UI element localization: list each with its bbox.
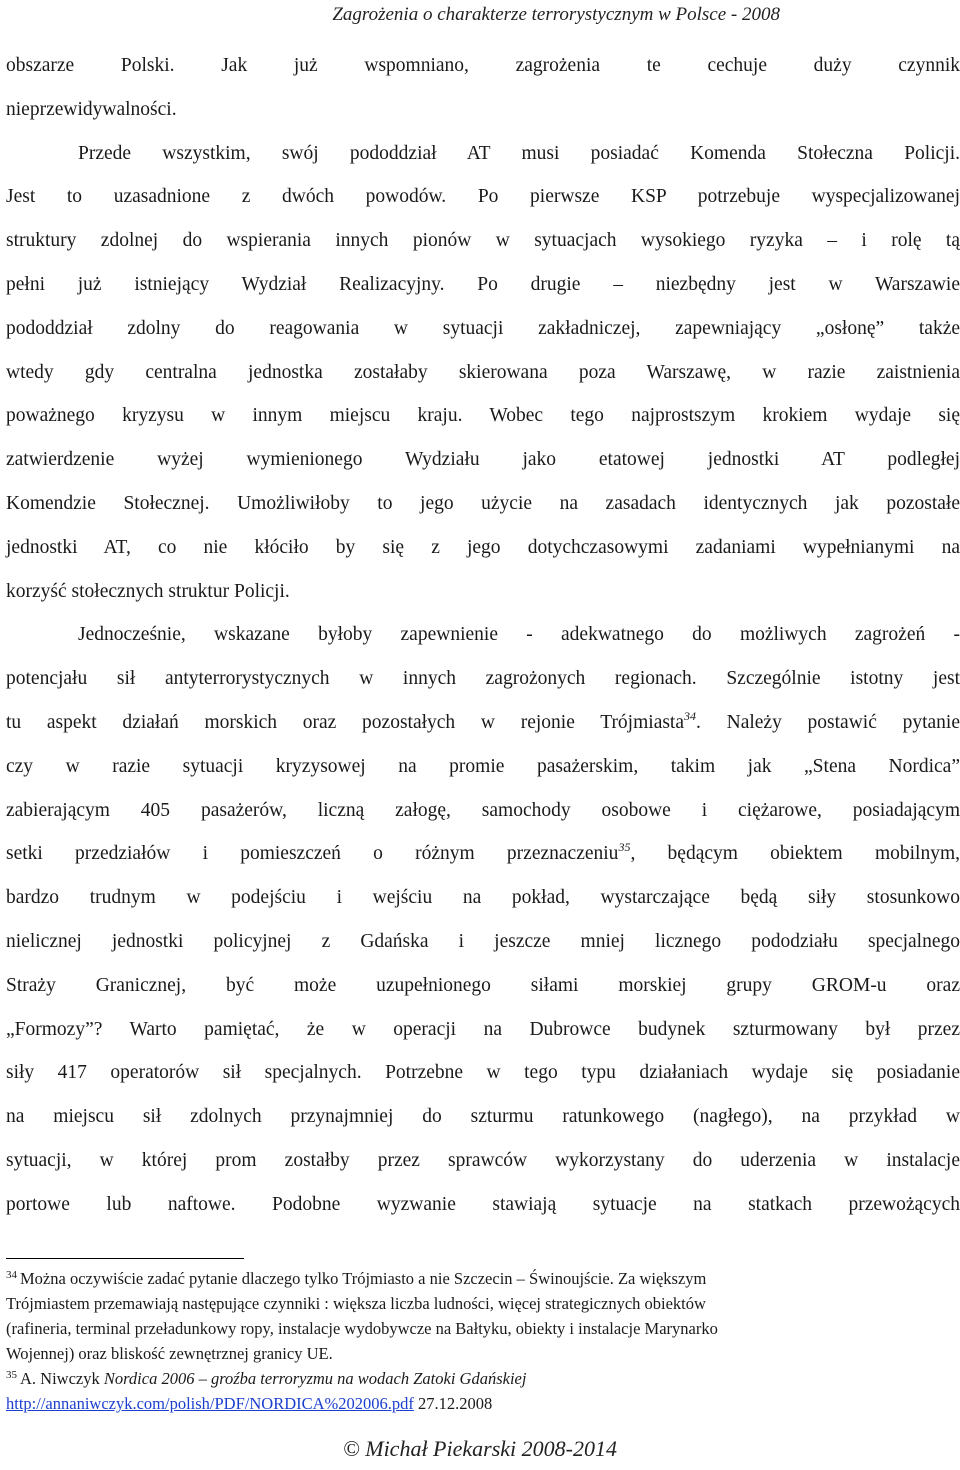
footnote-ref-34[interactable]: 34 bbox=[684, 708, 697, 723]
page-footer: © Michał Piekarski 2008-2014 bbox=[343, 1436, 617, 1461]
text-line: struktury zdolnej do wspierania innych pionów w sytuacjach wysokiego ryzyka – i rolę tą bbox=[6, 230, 960, 252]
text-line: pododdział zdolny do reagowania w sytuacji zakładniczej, zapewniający „osłonę” także bbox=[6, 317, 960, 339]
text-line: Komendzie Stołecznej. Umożliwiłoby to jego użycie na zasadach identycznych jak pozostałe bbox=[6, 492, 960, 514]
text-line: na miejscu sił zdolnych przynajmniej do szturmu ratunkowego (nagłego), na przykład w bbox=[6, 1106, 960, 1128]
text-line: Jest to uzasadnione z dwóch powodów. Po pierwsze KSP potrzebuje wyspecjalizowanej bbox=[6, 186, 960, 208]
text-segment: tu aspekt działań morskich oraz pozostałych w rejonie Trójmiasta bbox=[6, 711, 685, 733]
footnote-link[interactable]: http://annaniwczyk.com/polish/PDF/NORDICA%202006.pdf bbox=[6, 1394, 414, 1413]
text-line: zatwierdzenie wyżej wymienionego Wydziału jako etatowej jednostki AT podległej bbox=[6, 449, 960, 471]
footnote-title: Nordica 2006 – groźba terroryzmu na wodach Zatoki Gdańskiej bbox=[103, 1369, 527, 1388]
footnote-line: Trójmiastem przemawiają następujące czynniki : większa liczba ludności, więcej strategicznych obiektów bbox=[6, 1294, 706, 1313]
text-line: „Formozy”? Warto pamiętać, że w operacji na Dubrowce budynek szturmowany był przez bbox=[6, 1018, 960, 1040]
footnote-line bbox=[6, 1266, 936, 1291]
text-line: korzyść stołecznych struktur Policji. bbox=[6, 580, 290, 602]
paragraph-1 bbox=[6, 44, 960, 132]
footnotes bbox=[6, 1266, 936, 1416]
page-header: Zagrożenia o charakterze terrorystycznym w Polsce - 2008 bbox=[332, 4, 780, 25]
text-line: sytuacji, w której prom zostałby przez sprawców wykorzystany do uderzenia w instalacje bbox=[6, 1149, 960, 1171]
text-line: siły 417 operatorów sił specjalnych. Potrzebne w tego typu działaniach wydaje się posiadanie bbox=[6, 1062, 960, 1084]
text-line: nielicznej jednostki policyjnej z Gdańska i jeszcze mniej licznego pododziału specjalnego bbox=[6, 930, 960, 952]
footnote-text: Można oczywiście zadać pytanie dlaczego tylko Trójmiasto a nie Szczecin – Świnoujście. Za większym bbox=[20, 1269, 707, 1288]
text-line: pełni już istniejący Wydział Realizacyjny. Po drugie – niezbędny jest w Warszawie bbox=[6, 273, 960, 295]
footnote-35 bbox=[6, 1366, 936, 1416]
footnote-ref-35[interactable]: 35 bbox=[618, 840, 631, 855]
text-segment: setki przedziałów i pomieszczeń o różnym przeznaczeniu bbox=[6, 843, 619, 865]
text-line bbox=[6, 701, 960, 745]
text-line: jednostki AT, co nie kłóciło by się z jego dotychczasowymi zadaniami wypełnianymi na bbox=[6, 536, 960, 558]
footnote-author: A. Niwczyk bbox=[20, 1369, 100, 1388]
footnote-number: 34 bbox=[6, 1269, 17, 1281]
paragraph-2 bbox=[6, 132, 960, 614]
text-line: zabierającym 405 pasażerów, liczną załogę, samochody osobowe i ciężarowe, posiadającym bbox=[6, 799, 960, 821]
text-line: portowe lub naftowe. Podobne wyzwanie stawiają sytuacje na statkach przewożących bbox=[6, 1193, 960, 1215]
footnote-line: (rafineria, terminal przeładunkowy ropy, instalacje wydobywcze na Bałtyku, obiekty i instalacje Marynarko bbox=[6, 1319, 718, 1338]
text-segment: . Należy postawić pytanie bbox=[696, 711, 960, 733]
text-line: Straży Granicznej, być może uzupełnionego siłami morskiej grupy GROM-u oraz bbox=[6, 974, 960, 996]
text-segment: , będącym obiektem mobilnym, bbox=[630, 843, 960, 865]
text-line: Przede wszystkim, swój pododdział AT musi posiadać Komenda Stołeczna Policji. bbox=[78, 142, 960, 164]
footnote-line: Wojennej) oraz bliskość zewnętrznej granicy UE. bbox=[6, 1344, 333, 1363]
text-line: nieprzewidywalności. bbox=[6, 98, 177, 120]
footnote-line bbox=[6, 1366, 936, 1391]
body-text bbox=[6, 44, 960, 1227]
text-line: obszarze Polski. Jak już wspomniano, zagrożenia te cechuje duży czynnik bbox=[6, 55, 960, 76]
text-line bbox=[6, 832, 960, 876]
footnote-number: 35 bbox=[6, 1369, 17, 1381]
paragraph-3 bbox=[6, 613, 960, 1226]
text-line: potencjału sił antyterrorystycznych w innych zagrożonych regionach. Szczególnie istotny jest bbox=[6, 668, 960, 690]
text-line: Jednocześnie, wskazane byłoby zapewnienie - adekwatnego do możliwych zagrożeń - bbox=[78, 624, 960, 646]
footnote-separator bbox=[6, 1258, 244, 1259]
text-line: czy w razie sytuacji kryzysowej na promie pasażerskim, takim jak „Stena Nordica” bbox=[6, 755, 960, 777]
footnote-34 bbox=[6, 1266, 936, 1366]
footnote-date: 27.12.2008 bbox=[418, 1394, 493, 1413]
footnote-line bbox=[6, 1391, 936, 1416]
text-line: bardzo trudnym w podejściu i wejściu na pokład, wystarczające będą siły stosunkowo bbox=[6, 887, 960, 909]
text-line: poważnego kryzysu w innym miejscu kraju. Wobec tego najprostszym krokiem wydaje się bbox=[6, 405, 960, 427]
text-line: wtedy gdy centralna jednostka zostałaby skierowana poza Warszawę, w razie zaistnienia bbox=[6, 361, 960, 383]
